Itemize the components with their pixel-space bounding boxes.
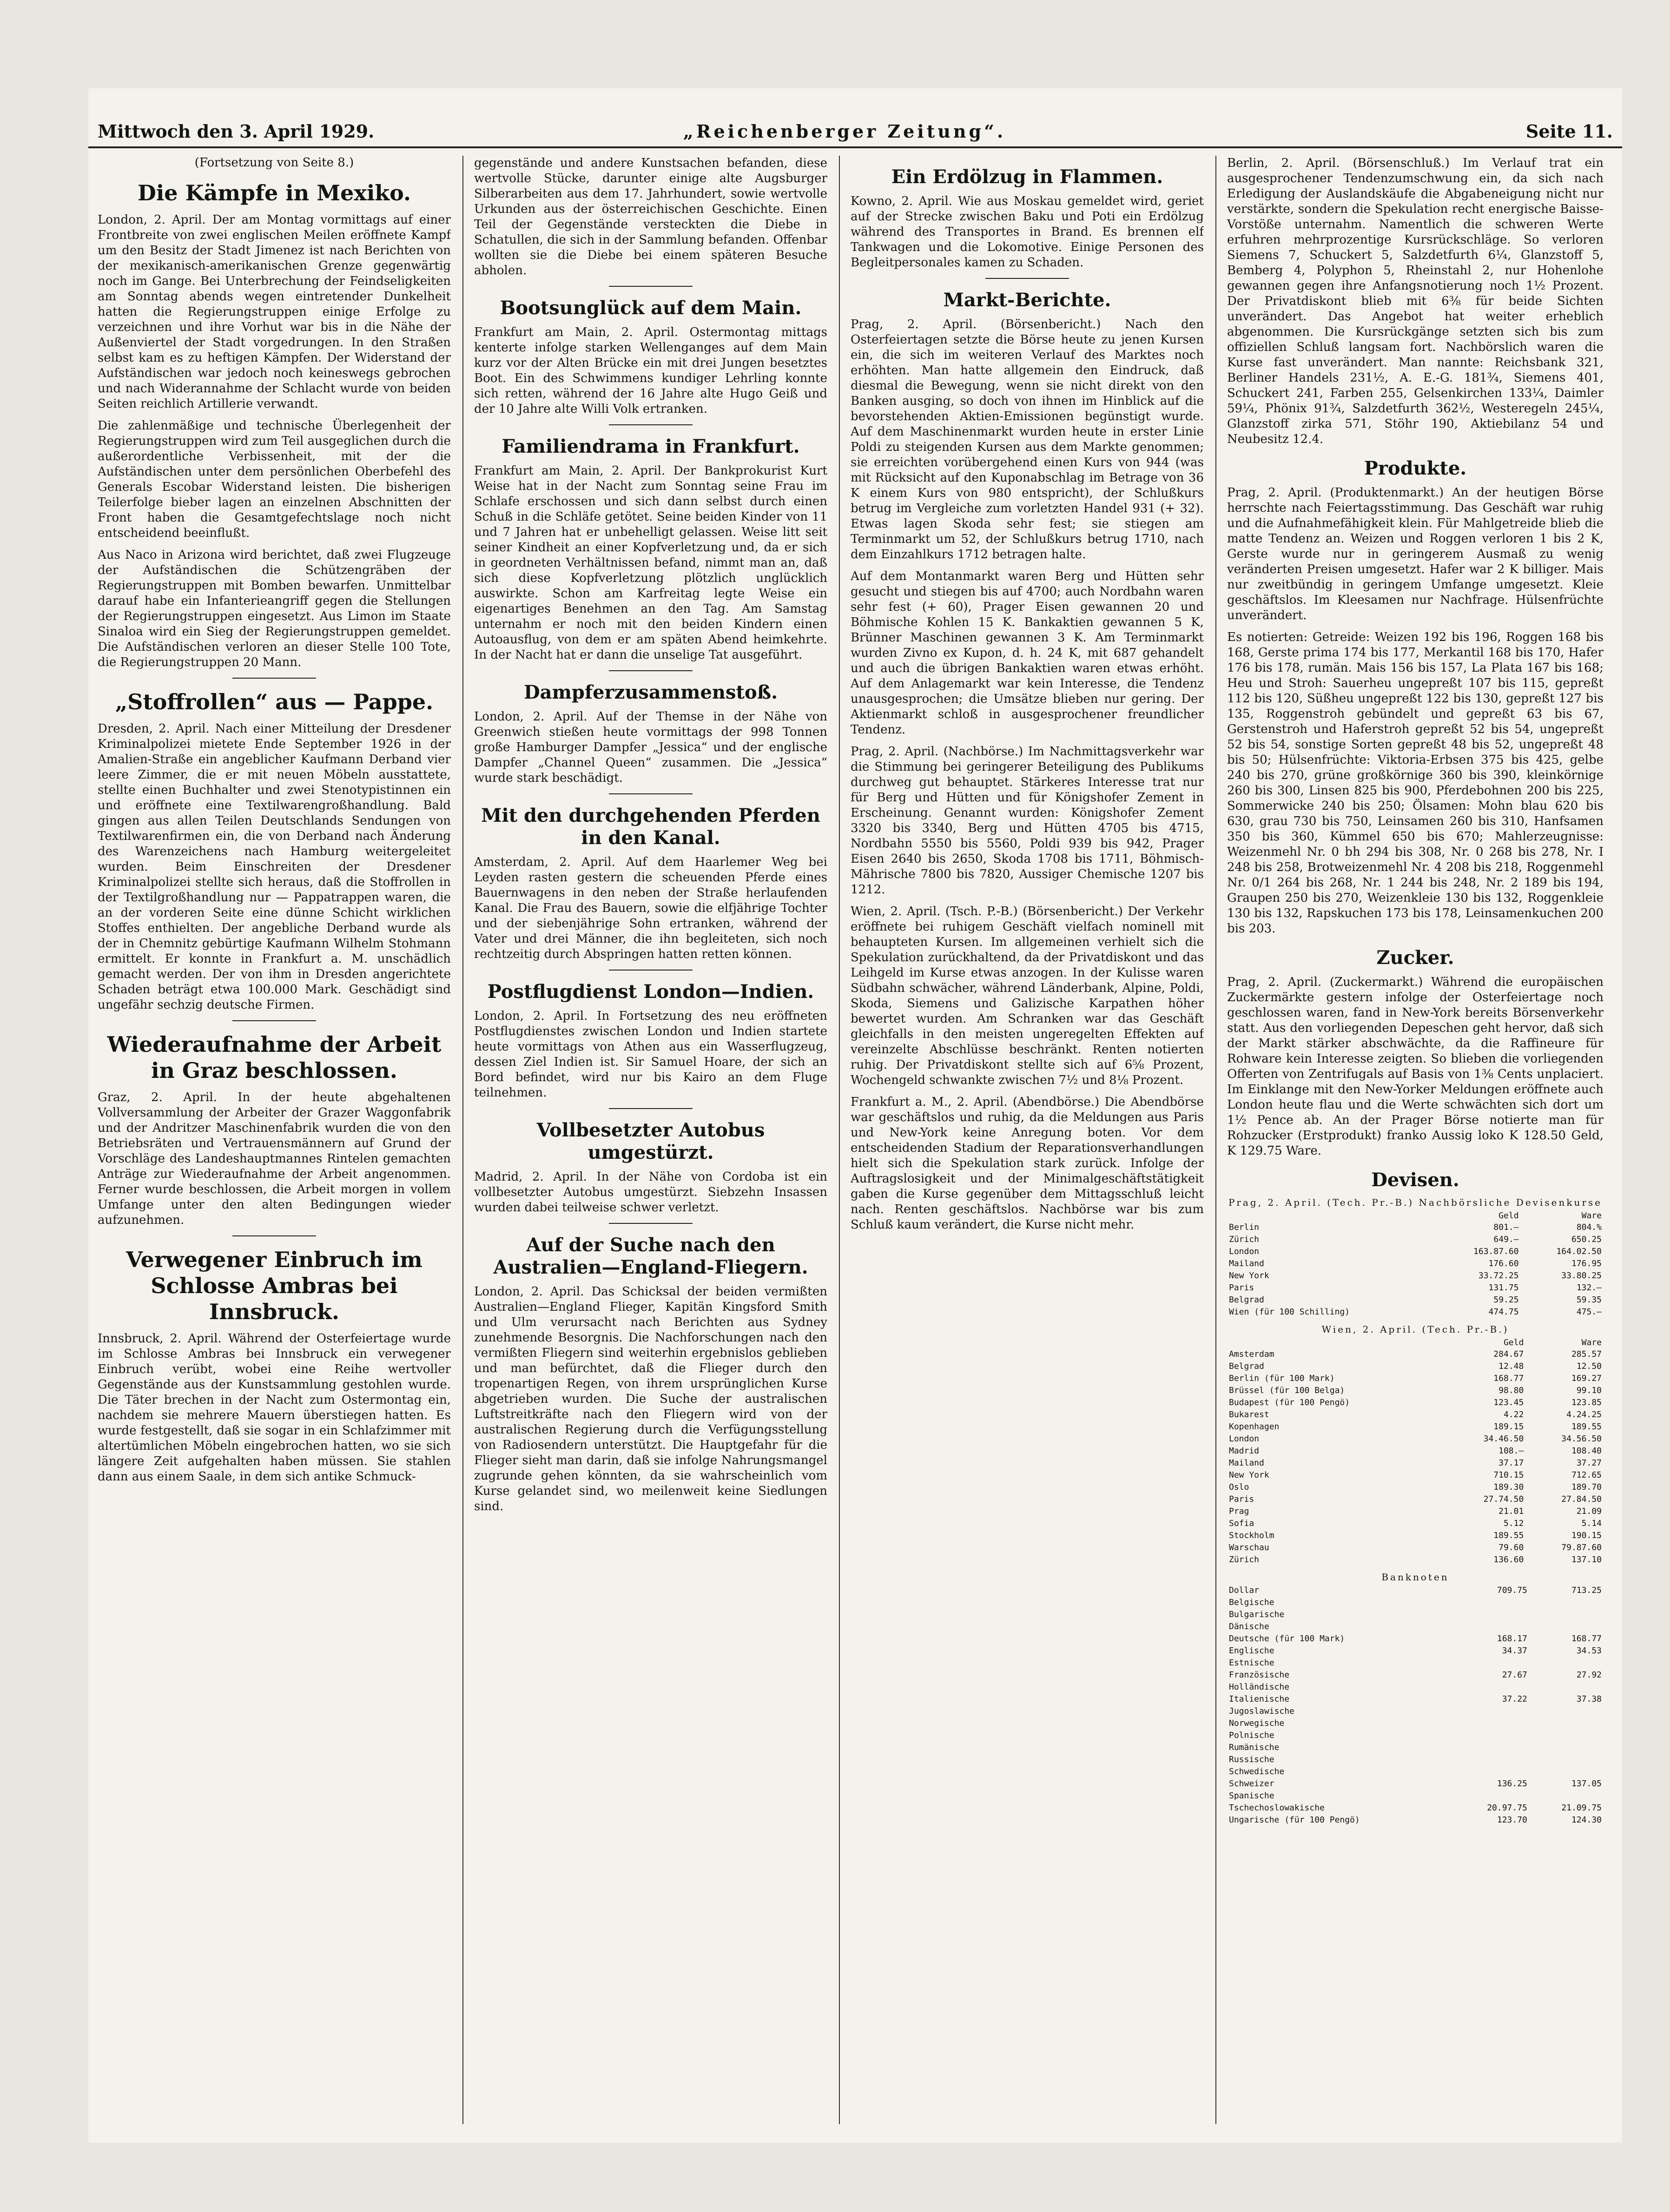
wien-devisen-header: Wien, 2. April. (Tech. Pr.-B.)	[1321, 1324, 1509, 1335]
column-3	[851, 156, 1204, 2124]
currency-name-cell: Italienische	[1229, 1694, 1290, 1704]
currency-name-cell: Schwedische	[1229, 1767, 1285, 1776]
article-paragraph: Frankfurt am Main, 2. April. Ostermontag mittags kenterte infolge starken Wellenganges auf dem Main kurz vor der Alten Brücke ein mit drei Jungen besetztes Boot. Ein des Schwimmens kundiger Lehrling konnte sich retten, während der 16 Jahre alte Hugo Geiß und der 10 Jahre alte Willi Volk ertranken.	[474, 325, 827, 416]
geld-cell	[1455, 1621, 1529, 1633]
currency-name-cell: Mailand	[1229, 1259, 1264, 1268]
ware-cell: 37.27	[1576, 1458, 1602, 1468]
geld-cell: 21.01	[1498, 1506, 1524, 1516]
article-paragraph: London, 2. April. Auf der Themse in der Nähe von Greenwich stießen heute vormittags der 998 Tonnen große Hamburger Dampfer „Jessica“ und der englische Dampfer „Channel Queen“ zusammen. Die „Jessica“ wurde stark beschädigt.	[474, 710, 827, 785]
ware-cell: 132.—	[1576, 1283, 1602, 1293]
newspaper-page	[88, 88, 1622, 2143]
currency-name-cell: Französische	[1229, 1670, 1290, 1680]
ware-cell	[1529, 1742, 1604, 1754]
banknoten-table	[1227, 1585, 1604, 1826]
ware-cell: 475.—	[1576, 1307, 1602, 1317]
geld-cell: 108.—	[1498, 1446, 1524, 1456]
table-row	[1227, 1530, 1604, 1542]
geld-cell: 123.70	[1497, 1815, 1527, 1825]
ware-cell: 4.24.25	[1566, 1410, 1602, 1420]
geld-cell	[1455, 1766, 1529, 1778]
table-row	[1227, 1669, 1604, 1681]
currency-name-cell: Paris	[1229, 1494, 1254, 1504]
ware-cell: 21.09	[1576, 1506, 1602, 1516]
currency-name-cell: Bulgarische	[1229, 1610, 1285, 1619]
section-divider	[985, 278, 1069, 279]
header-date: Mittwoch den 3. April 1929.	[98, 121, 375, 142]
ware-cell: 99.10	[1576, 1386, 1602, 1395]
currency-name-cell: London	[1229, 1247, 1260, 1256]
table-row	[1227, 1222, 1604, 1234]
article-title: Postflugdienst London—Indien.	[487, 981, 814, 1003]
geld-cell	[1455, 1597, 1529, 1609]
currency-name-cell: Tschechoslowakische	[1229, 1803, 1325, 1813]
currency-name-cell: Belgrad	[1229, 1361, 1264, 1371]
geld-cell: 136.60	[1493, 1555, 1524, 1565]
currency-name-cell: Deutsche (für 100 Mark)	[1229, 1634, 1345, 1644]
ware-cell: 27.84.50	[1561, 1494, 1602, 1504]
ware-cell	[1529, 1597, 1604, 1609]
ware-cell: 21.09.75	[1561, 1803, 1602, 1813]
table-row	[1227, 1445, 1604, 1457]
section-divider	[609, 1223, 693, 1224]
geld-cell: 5.12	[1503, 1519, 1524, 1528]
table-row	[1227, 1717, 1604, 1730]
currency-name-cell: Holländische	[1229, 1682, 1290, 1692]
geld-cell	[1455, 1790, 1529, 1802]
ware-cell: 712.65	[1571, 1470, 1602, 1480]
section-divider	[609, 424, 693, 425]
ware-cell: 37.38	[1576, 1694, 1602, 1704]
currency-name-cell: Dänische	[1229, 1622, 1269, 1631]
ware-cell	[1529, 1754, 1604, 1766]
geld-cell	[1455, 1705, 1529, 1717]
geld-cell: 649.—	[1493, 1235, 1519, 1244]
geld-cell: 37.17	[1498, 1458, 1524, 1468]
geld-cell: 79.60	[1498, 1543, 1524, 1552]
article-paragraph: Auf dem Montanmarkt waren Berg und Hütten sehr gesucht und stiegen bis auf 4700; auch Nordbahn waren sehr fest (+ 60), Prager Eisen gewannen 20 und Böhmische Kohlen 15 K. Bankaktien gewannen 5 K, Brünner Maschinen gewannen 3 K. Am Terminmarkt wurden Zivno ex Kupon, d. h. 24 K, mit 687 gehandelt und auch die übrigen Bankaktien waren etwas erhöht. Auf dem Anlagemarkt war kein Interesse, die Tendenz unausgesprochen; die Umsätze blieben nur gering. Der Aktienmarkt schloß in ausgesprochener freundlicher Tendenz.	[851, 569, 1204, 737]
currency-name-cell: Sofia	[1229, 1519, 1254, 1528]
currency-name-cell: London	[1229, 1434, 1260, 1444]
ware-cell: 176.95	[1571, 1259, 1602, 1268]
ware-cell: 164.02.50	[1556, 1247, 1602, 1256]
table-row	[1227, 1790, 1604, 1802]
article-paragraph: Kowno, 2. April. Wie aus Moskau gemeldet wird, geriet auf der Strecke zwischen Baku und Poti ein Erdölzug während des Transportes in Brand. Es brennen elf Tankwagen und die Lokomotive. Einige Personen des Begleitpersonales kamen zu Schaden.	[851, 194, 1204, 270]
page-header	[88, 121, 1622, 144]
ware-cell: 34.53	[1576, 1646, 1602, 1656]
currency-name-cell: New York	[1229, 1271, 1269, 1281]
table-row	[1227, 1585, 1604, 1597]
article-title: Dampferzusammenstoß.	[523, 681, 778, 703]
ware-cell: 108.40	[1571, 1446, 1602, 1456]
ware-cell: 137.05	[1571, 1779, 1602, 1789]
geld-cell: 284.67	[1493, 1349, 1524, 1359]
section-title: Zucker.	[1376, 947, 1454, 969]
geld-cell: 27.67	[1502, 1670, 1527, 1680]
ware-cell	[1529, 1730, 1604, 1742]
article-title: Bootsunglück auf dem Main.	[500, 297, 802, 319]
ware-cell: 137.10	[1571, 1555, 1602, 1565]
column-separator	[839, 156, 840, 2124]
column-2	[474, 156, 827, 2124]
table-row	[1227, 1609, 1604, 1621]
currency-name-cell: Madrid	[1229, 1446, 1260, 1456]
currency-name-cell: Bukarest	[1229, 1410, 1269, 1420]
ware-cell: 189.70	[1571, 1482, 1602, 1492]
section-title: Produkte.	[1364, 457, 1467, 479]
table-row	[1227, 1481, 1604, 1493]
table-row	[1227, 1554, 1604, 1566]
ware-cell: 804.%	[1576, 1222, 1602, 1232]
currency-name-cell: Belgrad	[1229, 1295, 1264, 1305]
currency-name-cell: Kopenhagen	[1229, 1422, 1280, 1432]
article-paragraph: Wien, 2. April. (Tsch. P.-B.) (Börsenbericht.) Der Verkehr eröffnete bei ruhigem Geschäft vielfach nominell mit behaupteten Kursen. Im allgemeinen verhielt sich die Spekulation zurückhaltend, da der Privatdiskont und das Leihgeld im Kurse etwas anzogen. In der Kulisse waren Südbahn schwächer, während Länderbank, Alpine, Poldi, Skoda, Siemens und Galizische Karpathen höher bewertet wurden. Am Schranken war das Geschäft gleichfalls in den meisten ungeregelten Effekten auf vereinzelte Abschlüsse beschränkt. Renten notierten ruhig. Der Privatdiskont stellte sich auf 6⅝ Prozent, Wochengeld schwankte zwischen 7½ und 8⅛ Prozent.	[851, 905, 1204, 1087]
ware-cell: 12.50	[1576, 1361, 1602, 1371]
column-separator	[1215, 156, 1216, 2124]
article-paragraph: London, 2. April. Das Schicksal der beiden vermißten Australien—England Flieger, Kapitän Kingsford Smith und Ulm verursacht nach Berichten aus Sydney zunehmende Besorgnis. Die Nachforschungen nach den vermißten Fliegern sind weiterhin ergebnislos geblieben und man befürchtet, daß die Flieger durch den tropenartigen Regen, von ihrem ursprünglichen Kurse abgetrieben wurden. Die Suche der australischen Luftstreitkräfte nach den Fliegern wird von der australischen Regierung durch die Verfügungsstellung von Radiosendern unterstützt. Die Hauptgefahr für die Flieger sieht man darin, daß sie infolge Nahrungsmangel zugrunde gehen könnten, da sie wahrscheinlich vom Kurse gelandet sind, wo meilenweit keine Siedlungen sind.	[474, 1285, 827, 1513]
article-paragraph: Prag, 2. April. (Nachbörse.) Im Nachmittagsverkehr war die Stimmung bei geringerer Beteiligung des Publikums durchweg gut behauptet. Stärkeres Interesse trat nur für Berg und Hütten und für Königshofer Zement in Erscheinung. Genannt wurden: Königshofer Zement 3320 bis 3340, Berg und Hütten 4705 bis 4715, Nordbahn 5550 bis 5560, Poldi 939 bis 942, Prager Eisen 2640 bis 2650, Skoda 1708 bis 1711, Böhmisch-Mährische 7800 bis 7820, Aussiger Chemische 1207 bis 1212.	[851, 745, 1204, 897]
table-row	[1227, 1493, 1604, 1505]
table-row	[1227, 1421, 1604, 1433]
currency-name-cell: Stockholm	[1229, 1531, 1274, 1540]
table-row	[1227, 1621, 1604, 1633]
table-row	[1227, 1730, 1604, 1742]
currency-name-cell: Zürich	[1229, 1555, 1260, 1565]
currency-name-cell: Jugoslawische	[1229, 1706, 1294, 1716]
geld-cell	[1455, 1742, 1529, 1754]
header-rule	[88, 146, 1622, 148]
geld-cell: 34.37	[1502, 1646, 1527, 1656]
ware-cell	[1529, 1766, 1604, 1778]
geld-cell: 33.72.25	[1478, 1271, 1519, 1281]
article-paragraph: Prag, 2. April. (Börsenbericht.) Nach den Osterfeiertagen setzte die Börse heute zu jenen Kursen ein, die sich im weiteren Verlauf des Marktes noch erhöhten. Man hatte allgemein den Eindruck, daß diesmal die Bewegung, wenn sie nicht direkt von den Banken ausging, so doch von ihnen im Hinblick auf die bevorstehenden Aktien-Emissionen begünstigt wurde. Auf dem Maschinenmarkt wurden heute in erster Linie Poldi zu steigenden Kursen aus dem Markte genommen; sie erreichten vorübergehend einen Kurs von 944 (was mit Rücksicht auf den Kuponabschlag im Betrage von 36 K einem Kurs von 980 entspricht), der Schlußkurs betrug im Vergleiche zum vorletzten Handel 931 (+ 32). Etwas lagen Skoda sehr fest; sie stiegen am Terminmarkt um 52, der Schlußkurs betrug 1710, nach dem Einzahlkurs 1712 betragen halte.	[851, 317, 1204, 561]
section-title: Markt-Berichte.	[943, 289, 1111, 311]
ware-cell	[1529, 1705, 1604, 1717]
table-row	[1227, 1542, 1604, 1554]
currency-name-cell: Schweizer	[1229, 1779, 1274, 1789]
geld-cell	[1455, 1609, 1529, 1621]
table-row	[1227, 1802, 1604, 1814]
geld-cell	[1455, 1730, 1529, 1742]
article-paragraph: gegenstände und andere Kunstsachen befanden, diese wertvolle Stücke, darunter einige alte Augsburger Silberarbeiten aus dem 17. Jahrhundert, sowie wertvolle Urkunden aus der österreichischen Geschichte. Einen Teil der Gegenstände versteckten die Diebe in Schatullen, die sich in der Sammlung befanden. Offenbar wollten sie die Diebe bei einem späteren Besuche abholen.	[474, 156, 827, 277]
article-paragraph: Graz, 2. April. In der heute abgehaltenen Vollversammlung der Arbeiter der Grazer Waggonfabrik und der Andritzer Maschinenfabrik wurden die von den Betriebsräten und Vertrauensmännern auf Grund der Vorschläge des Landeshauptmannes Rintelen gemachten Anträge zur Wiederaufnahme der Arbeit angenommen. Ferner wurde beschlossen, die Arbeit morgen in vollem Umfange unter den alten Bedingungen wieder aufzunehmen.	[98, 1090, 451, 1227]
ware-cell: 123.85	[1571, 1398, 1602, 1407]
geld-cell	[1455, 1754, 1529, 1766]
ware-cell: 169.27	[1571, 1373, 1602, 1383]
article-paragraph: Die zahlenmäßige und technische Überlegenheit der Regierungstruppen wird zum Teil ausgeglichen durch die außerordentliche Verbissenheit, mit der die Aufständischen unter dem persönlichen Oberbefehl des Generals Escobar Widerstand leisten. Die bisherigen Teilerfolge bieber lagen an einzelnen Abschnitten der Front haben die Gesamtgefechtslage noch nicht entscheidend beeinflußt.	[98, 419, 451, 540]
table-row	[1227, 1778, 1604, 1790]
geld-cell: 189.15	[1493, 1422, 1524, 1432]
prag-devisen-table	[1227, 1210, 1604, 1318]
currency-name-cell: Englische	[1229, 1646, 1274, 1656]
table-row	[1227, 1348, 1604, 1360]
section-divider	[232, 678, 316, 679]
geld-cell: 189.55	[1493, 1531, 1524, 1540]
currency-name-cell: Berlin	[1229, 1222, 1260, 1232]
table-row	[1227, 1518, 1604, 1530]
section-divider	[232, 1020, 316, 1021]
column-separator	[462, 156, 463, 2124]
currency-name-cell: Zürich	[1229, 1235, 1260, 1244]
currency-name-cell: Berlin (für 100 Mark)	[1229, 1373, 1335, 1383]
table-row	[1227, 1306, 1604, 1318]
table-row	[1227, 1469, 1604, 1481]
ware-cell: 713.25	[1571, 1585, 1602, 1595]
section-divider	[609, 670, 693, 671]
article-title: Die Kämpfe in Mexiko.	[137, 180, 411, 205]
geld-cell: 168.77	[1493, 1373, 1524, 1383]
currency-name-cell: Ungarische (für 100 Pengö)	[1229, 1815, 1360, 1825]
prag-devisen-header: Prag, 2. April. (Tech. Pr.-B.) Nachbörsliche Devisenkurse	[1228, 1197, 1603, 1208]
wien-devisen-table	[1227, 1337, 1604, 1566]
article-title: Verwegener Einbruch im Schlosse Ambras bei Innsbruck.	[126, 1247, 422, 1324]
currency-name-cell: Polnische	[1229, 1730, 1274, 1740]
table-row	[1227, 1766, 1604, 1778]
ware-cell	[1529, 1621, 1604, 1633]
section-divider	[609, 1108, 693, 1109]
section-divider	[609, 793, 693, 794]
currency-name-cell: Budapest (für 100 Pengö)	[1229, 1398, 1350, 1407]
currency-name-cell: Oslo	[1229, 1482, 1249, 1492]
geld-cell: 163.87.60	[1473, 1247, 1519, 1256]
article-title: Vollbesetzter Autobus umgestürzt.	[536, 1119, 765, 1163]
geld-cell: 123.45	[1493, 1398, 1524, 1407]
ware-header: Ware	[1581, 1211, 1602, 1221]
ware-cell	[1529, 1717, 1604, 1730]
header-newspaper-name: „Reichenberger Zeitung“.	[683, 121, 1006, 142]
table-row	[1227, 1705, 1604, 1717]
currency-name-cell: Brüssel (für 100 Belga)	[1229, 1386, 1345, 1395]
article-paragraph: Frankfurt am Main, 2. April. Der Bankprokurist Kurt Weise hat in der Nacht zum Sonntag seine Frau im Schlafe erschossen und sich dann selbst durch einen Schuß in die Schläfe getötet. Seine beiden Kinder von 11 und 7 Jahren hat er unbehelligt gelassen. Weise litt seit seiner Kindheit an einer Kopfverletzung und, da er sich in geordneten Verhältnissen befand, nimmt man an, daß sich diese Kopfverletzung plötzlich unglücklich auswirkte. Schon am Karfreitag legte Weise ein eigenartiges Benehmen an den Tag. Am Samstag unternahm er noch mit den beiden Kindern einen Autoausflug, von dem er am späten Abend heimkehrte. In der Nacht hat er dann die unselige Tat ausgeführt.	[474, 464, 827, 662]
article-paragraph: Berlin, 2. April. (Börsenschluß.) Im Verlauf trat ein ausgesprochener Tendenzumschwung ein, da sich nach Erledigung der Auslandskäufe die Abgabeneigung nicht nur verstärkte, sondern die Spekulation recht energische Baisse-Vorstöße unternahm. Namentlich die schweren Werte erfuhren mehrprozentige Kursrückschläge. So verloren Siemens 7, Schuckert 5, Salzdetfurth 6¼, Glanzstoff 5, Bemberg 4, Polyphon 5, Rheinstahl 2, nur Hohenlohe gewannen gegen ihre Anfangsnotierung noch 1½ Prozent. Der Privatdiskont blieb mit 6⅜ für beide Sichten unverändert. Das Angebot hat weiter erheblich abgenommen. Die Kursrückgänge setzten sich bis zum offiziellen Schluß langsam fort. Nachbörslich waren die Kurse fast unverändert. Man nannte: Reichsbank 321, Berliner Handels 231½, A. E.-G. 181¾, Siemens 401, Schuckert 241, Farben 255, Gelsenkirchen 133¼, Daimler 59¼, Phönix 91¾, Salzdetfurth 362½, Westeregeln 245¼, Glanzstoff zirka 571, Stöhr 190, Aktiebilanz 54 und Neubesitz 12.4.	[1227, 156, 1604, 446]
currency-name-cell: Rumänische	[1229, 1743, 1280, 1752]
article-paragraph: London, 2. April. Der am Montag vormittags auf einer Frontbreite von zwei englischen Meilen eröffnete Kampf um den Besitz der Stadt Jimenez ist nach Berichten von der mexikanisch-amerikanischen Grenze gegenwärtig noch im Gange. Bei Unterbrechung der Feindseligkeiten am Sonntag abends wegen eintretender Dunkelheit hatten die Regierungstruppen einige Erfolge zu verzeichnen und ihre Vorhut war bis in die Nähe der Außenviertel der Stadt vorgedrungen. In den Straßen selbst kam es zu heftigen Kämpfen. Der Widerstand der Aufständischen war jedoch noch keineswegs gebrochen und nach Widerannahme der Schlacht wurde von beiden Seiten reichlich Artillerie verwandt.	[98, 213, 451, 411]
article-paragraph: Frankfurt a. M., 2. April. (Abendbörse.) Die Abendbörse war geschäftslos und ruhig, da die Meldungen aus Paris und New-York keine Anregung boten. Vor dem entscheidenden Stadium der Reparationsverhandlungen hielt sich die Spekulation stark zurück. Infolge der Auftragslosigkeit und der Minimalgeschäftstätigkeit gaben die Kurse gegenüber dem Mittagsschluß leicht nach. Renten geschäftslos. Nachbörse war bis zum Schluß kaum verändert, die Kurse nicht mehr.	[851, 1095, 1204, 1232]
ware-cell: 650.25	[1571, 1235, 1602, 1244]
table-row	[1227, 1693, 1604, 1705]
table-row	[1227, 1234, 1604, 1246]
ware-cell	[1529, 1657, 1604, 1669]
currency-name-cell: Norwegische	[1229, 1718, 1285, 1728]
table-row	[1227, 1385, 1604, 1397]
geld-cell: 20.97.75	[1487, 1803, 1527, 1813]
currency-name-cell: Prag	[1229, 1506, 1249, 1516]
article-paragraph: Dresden, 2. April. Nach einer Mitteilung der Dresdener Kriminalpolizei mietete Ende September 1926 in der Amalien-Straße ein angeblicher Kaufmann Derband vier leere Zimmer, die er mit neuen Möbeln ausstattete, stellte einen Buchhalter und zwei Stenotypistinnen ein und eröffnete eine Textilwarengroßhandlung. Bald gingen aus allen Teilen Deutschlands Sendungen von Textilwarenfirmen ein, die von Derband nach Änderung des Warenzeichens nach Hamburg weitergeleitet wurden. Beim Einschreiten der Dresdener Kriminalpolizei stellte sich heraus, daß die Stoffrollen in der Textilgroßhandlung nur — Pappatrappen waren, die an der vorderen Seite eine dünne Schicht wirklichen Stoffes enthielten. Der angebliche Derband wurde als der in Chemnitz gebürtige Kaufmann Wilhelm Stohmann ermittelt. Er konnte in Frankfurt a. M. unschädlich gemacht werden. Der von ihm in Dresden angerichtete Schaden beträgt etwa 100.000 Mark. Geschädigt sind ungefähr sechzig deutsche Firmen.	[98, 722, 451, 1012]
currency-name-cell: Belgische	[1229, 1598, 1274, 1607]
ware-cell: 79.87.60	[1561, 1543, 1602, 1552]
ware-cell: 285.57	[1571, 1349, 1602, 1359]
ware-header: Ware	[1581, 1338, 1602, 1347]
article-paragraph: Aus Naco in Arizona wird berichtet, daß zwei Flugzeuge der Aufständischen die Schützengräben der Regierungstruppen mit Bomben bewarfen. Unmittelbar darauf habe ein Infanterieangriff gegen die Stellungen der Regierungstruppen eingesetzt. Aus Limon im Staate Sinaloa wird ein Sieg der Regierungstruppen gemeldet. Die Aufständischen verloren an dieser Stelle 100 Tote, die Regierungstruppen 20 Mann.	[98, 548, 451, 669]
table-row	[1227, 1433, 1604, 1445]
geld-cell: 136.25	[1497, 1779, 1527, 1789]
geld-cell: 98.80	[1498, 1386, 1524, 1395]
article-title: Mit den durchgehenden Pferden in den Kanal.	[481, 805, 820, 849]
geld-cell: 27.74.50	[1483, 1494, 1524, 1504]
table-row	[1227, 1397, 1604, 1409]
currency-name-cell: New York	[1229, 1470, 1269, 1480]
table-row	[1227, 1597, 1604, 1609]
ware-cell	[1529, 1681, 1604, 1693]
geld-cell: 131.75	[1488, 1283, 1519, 1293]
table-row	[1227, 1246, 1604, 1258]
table-row	[1227, 1505, 1604, 1518]
section-divider	[232, 1235, 316, 1236]
table-row	[1227, 1360, 1604, 1373]
geld-cell: 34.46.50	[1483, 1434, 1524, 1444]
header-page-number: Seite 11.	[1525, 121, 1613, 142]
table-row	[1227, 1657, 1604, 1669]
banknoten-header: Banknoten	[1381, 1572, 1449, 1583]
currency-name-cell: Wien (für 100 Schilling)	[1229, 1307, 1350, 1317]
section-title: Devisen.	[1371, 1169, 1459, 1191]
geld-header: Geld	[1503, 1338, 1524, 1347]
geld-cell: 12.48	[1498, 1361, 1524, 1371]
article-title: Wiederaufnahme der Arbeit in Graz beschlossen.	[107, 1032, 442, 1083]
geld-cell: 176.60	[1488, 1259, 1519, 1268]
section-divider	[609, 286, 693, 287]
geld-cell: 168.17	[1497, 1634, 1527, 1644]
geld-cell: 710.15	[1493, 1470, 1524, 1480]
continuation-note: (Fortsetzung von Seite 8.)	[194, 156, 354, 170]
ware-cell: 34.56.50	[1561, 1434, 1602, 1444]
currency-name-cell: Paris	[1229, 1283, 1254, 1293]
column-4	[1227, 156, 1604, 2124]
ware-cell: 168.77	[1571, 1634, 1602, 1644]
currency-name-cell: Estnische	[1229, 1658, 1274, 1668]
geld-cell: 4.22	[1503, 1410, 1524, 1420]
ware-cell: 124.30	[1571, 1815, 1602, 1825]
currency-name-cell: Amsterdam	[1229, 1349, 1274, 1359]
ware-cell	[1529, 1609, 1604, 1621]
table-row	[1227, 1754, 1604, 1766]
table-row	[1227, 1814, 1604, 1826]
geld-cell	[1455, 1717, 1529, 1730]
geld-cell	[1455, 1681, 1529, 1693]
article-title: Auf der Suche nach den Australien—England-Fliegern.	[493, 1234, 808, 1278]
currency-name-cell: Warschau	[1229, 1543, 1269, 1552]
table-row	[1227, 1742, 1604, 1754]
table-row	[1227, 1457, 1604, 1469]
table-row	[1227, 1409, 1604, 1421]
table-row	[1227, 1270, 1604, 1282]
article-paragraph: Prag, 2. April. (Produktenmarkt.) An der heutigen Börse herrschte nach Feiertagsstimmung. Das Geschäft war ruhig und die Aufnahmefähigkeit klein. Für Mahlgetreide blieb die matte Tendenz an. Weizen und Roggen verloren 1 bis 2 K, Gerste wurde nur in geringerem Ausmaß zu wenig veränderten Preisen umgesetzt. Hafer war 2 K billiger. Mais nur zweitbündig in geringem Umfange umgesetzt. Kleie geschäftslos. Im Kleesamen nur Nachfrage. Hülsenfrüchte unverändert.	[1227, 486, 1604, 622]
geld-cell: 37.22	[1502, 1694, 1527, 1704]
article-title: „Stoffrollen“ aus — Pappe.	[115, 689, 434, 714]
geld-cell: 59.25	[1493, 1295, 1519, 1305]
geld-cell: 709.75	[1497, 1585, 1527, 1595]
table-row	[1227, 1373, 1604, 1385]
geld-cell: 474.75	[1488, 1307, 1519, 1317]
currency-name-cell: Russische	[1229, 1755, 1274, 1764]
column-1	[98, 156, 451, 2124]
ware-cell: 33.80.25	[1561, 1271, 1602, 1281]
ware-cell: 27.92	[1576, 1670, 1602, 1680]
ware-cell	[1529, 1790, 1604, 1802]
geld-cell	[1455, 1657, 1529, 1669]
article-title: Ein Erdölzug in Flammen.	[891, 166, 1163, 188]
section-divider	[609, 970, 693, 971]
currency-name-cell: Spanische	[1229, 1791, 1274, 1801]
currency-name-cell: Mailand	[1229, 1458, 1264, 1468]
article-paragraph: Madrid, 2. April. In der Nähe von Cordoba ist ein vollbesetzter Autobus umgestürzt. Siebzehn Insassen wurden dabei teilweise schwer verletzt.	[474, 1170, 827, 1215]
article-paragraph: Innsbruck, 2. April. Während der Osterfeiertage wurde im Schlosse Ambras bei Innsbruck ein verwegener Einbruch verübt, wobei eine Reihe wertvoller Gegenstände aus der Kunstsammlung gestohlen wurde. Die Täter brechen in der Nacht zum Ostermontag ein, nachdem sie mehrere Mauern überstiegen hatten. Es wurde festgestellt, daß sie sogar in ein Schlafzimmer mit altertümlichen Möbeln eingebrochen hatten, wo sie sich längere Zeit aufgehalten haben müssen. Sie stahlen dann aus einem Saale, in dem sich antike Schmuck-	[98, 1332, 451, 1484]
article-title: Familiendrama in Frankfurt.	[502, 436, 800, 457]
geld-cell: 801.—	[1493, 1222, 1519, 1232]
table-row	[1227, 1294, 1604, 1306]
ware-cell: 190.15	[1571, 1531, 1602, 1540]
ware-cell: 5.14	[1581, 1519, 1602, 1528]
table-row	[1227, 1681, 1604, 1693]
ware-cell: 59.35	[1576, 1295, 1602, 1305]
article-paragraph: London, 2. April. In Fortsetzung des neu eröffneten Postflugdienstes zwischen London und Indien startete heute vormittags von Athen aus ein Wasserflugzeug, dessen Ziel Indien ist. Sir Samuel Hoare, der sich an Bord befindet, wird nur bis Kairo an dem Fluge teilnehmen.	[474, 1009, 827, 1100]
table-row	[1227, 1633, 1604, 1645]
geld-cell: 189.30	[1493, 1482, 1524, 1492]
table-row	[1227, 1645, 1604, 1657]
table-row	[1227, 1258, 1604, 1270]
currency-name-cell: Dollar	[1229, 1585, 1260, 1595]
article-paragraph: Es notierten: Getreide: Weizen 192 bis 196, Roggen 168 bis 168, Gerste prima 174 bis 177, Merkantil 168 bis 170, Hafer 176 bis 178, rumän. Mais 156 bis 157, La Plata 167 bis 168; Heu und Stroh: Sauerheu ungepreßt 107 bis 115, gepreßt 112 bis 120, Süßheu ungepreßt 122 bis 130, gepreßt 127 bis 135, Roggenstroh gebündelt und gepreßt 63 bis 67, Gerstenstroh und Haferstroh gepreßt 52 bis 54, ungepreßt 52 bis 54, sonstige Sorten gepreßt 48 bis 52, ungepreßt 48 bis 50; Hülsenfrüchte: Viktoria-Erbsen 375 bis 425, gelbe 240 bis 270, grüne großkörnige 360 bis 390, kleinkörnige 260 bis 300, Linsen 825 bis 900, Pferdebohnen 200 bis 225, Sommerwicke 240 bis 250; Ölsamen: Mohn blau 620 bis 630, grau 730 bis 750, Leinsamen 260 bis 310, Hanfsamen 350 bis 360, Kümmel 650 bis 670; Mahlerzeugnisse: Weizenmehl Nr. 0 bh 294 bis 308, Nr. 0 268 bis 278, Nr. I 248 bis 258, Brotweizenmehl Nr. 4 208 bis 218, Roggenmehl Nr. 0/1 264 bis 268, Nr. 1 244 bis 248, Nr. 2 189 bis 194, Graupen 250 bis 270, Weizenkleie 130 bis 132, Roggenkleie 130 bis 132, Rapskuchen 173 bis 178, Leinsamenkuchen 200 bis 203.	[1227, 630, 1604, 936]
table-row	[1227, 1282, 1604, 1294]
ware-cell: 189.55	[1571, 1422, 1602, 1432]
geld-header: Geld	[1498, 1211, 1519, 1221]
article-paragraph: Amsterdam, 2. April. Auf dem Haarlemer Weg bei Leyden rasten gestern die scheuenden Pferde eines Bauernwagens in den neben der Straße herlaufenden Kanal. Die Frau des Bauern, sowie die elfjährige Tochter und der siebenjährige Sohn ertranken, während der Vater und drei Männer, die ihn begleiteten, sich noch rechtzeitig durch Abspringen hatten retten können.	[474, 855, 827, 961]
article-paragraph: Prag, 2. April. (Zuckermarkt.) Während die europäischen Zuckermärkte gestern infolge der Osterfeiertage noch geschlossen waren, fand in New-York bereits Börsenverkehr statt. Aus den vorliegenden Depeschen geht hervor, daß sich der Markt stärker abschwächte, da die Raffineure für Rohware kein Interesse zeigten. So blieben die vorliegenden Offerten von Zentrifugals auf Basis von 1⅜ Cents unplaciert. Im Einklange mit den New-Yorker Meldungen eröffnete auch London heute flau und die Werte schwächten sich dort um 1½ Pence ab. An der Prager Börse notierte man für Rohzucker (Erstprodukt) franko Aussig loko K 128.50 Geld, K 129.75 Ware.	[1227, 975, 1604, 1158]
